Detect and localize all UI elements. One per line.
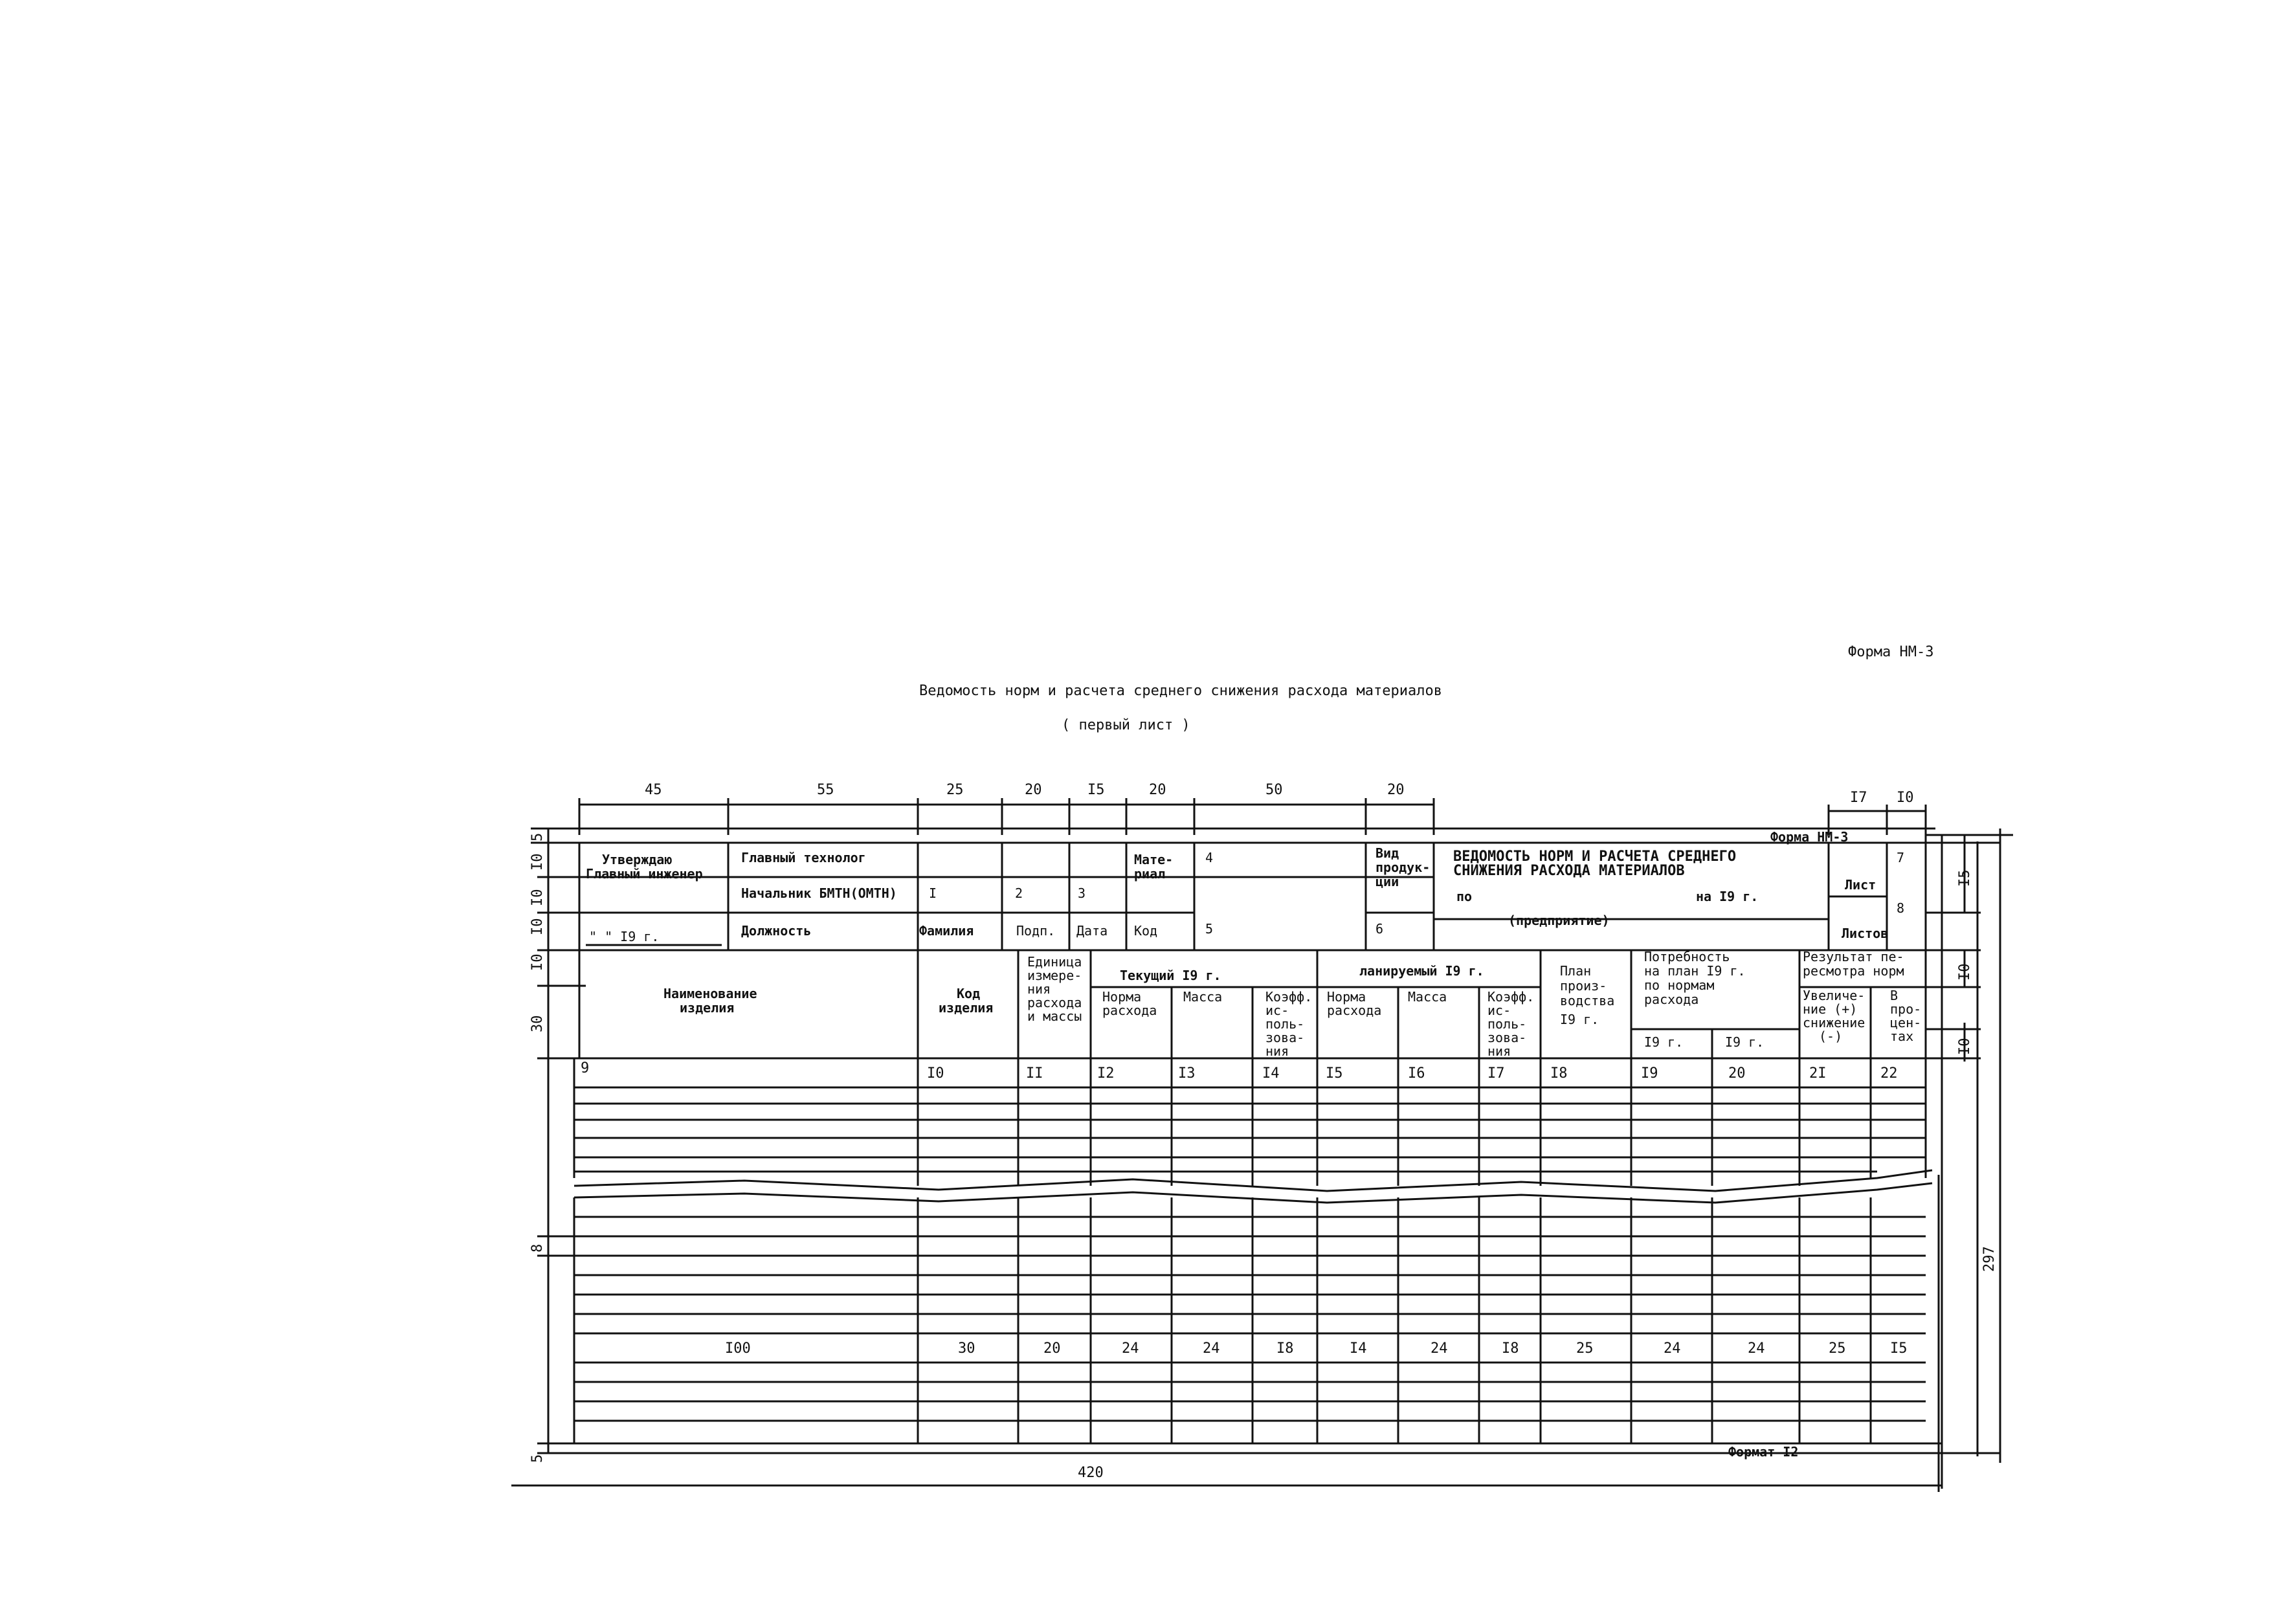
- surname-label: Фамилия: [919, 923, 974, 939]
- dim-bottom-8: 24: [1431, 1340, 1448, 1357]
- sheet-label: Лист: [1845, 877, 1877, 893]
- product-kind-3: ции: [1375, 874, 1399, 889]
- field-2: 2: [1015, 885, 1023, 901]
- dim-bottom-4: 24: [1122, 1340, 1139, 1357]
- col-need-year2: I9 г.: [1725, 1034, 1765, 1050]
- page-title: Ведомость норм и расчета среднего снижения расхода материалов: [919, 683, 1442, 699]
- col-number-22: 22: [1880, 1065, 1898, 1082]
- dim-top-6: 20: [1149, 782, 1166, 798]
- field-1: I: [929, 885, 937, 901]
- field-4: 4: [1205, 850, 1214, 865]
- col-coef-3b: поль-: [1487, 1016, 1527, 1032]
- dim-bottom-13: 25: [1829, 1340, 1846, 1357]
- col-pct-1: В: [1890, 988, 1899, 1003]
- col-unit-5: и массы: [1027, 1008, 1082, 1024]
- doc-title-1: ВЕДОМОСТЬ НОРМ И РАСЧЕТА СРЕДНЕГО: [1453, 849, 1737, 865]
- dim-bottom-2: 30: [958, 1340, 975, 1357]
- doc-po: по: [1456, 889, 1473, 904]
- col-plan-1: План: [1560, 963, 1592, 979]
- field-3: 3: [1078, 885, 1086, 901]
- dim-top-8: 20: [1387, 782, 1405, 798]
- col-need-4: расхода: [1644, 992, 1699, 1007]
- doc-enterprise: (предприятие): [1508, 913, 1610, 928]
- dim-bottom-9: I8: [1502, 1340, 1519, 1357]
- dim-bottom-11: 24: [1664, 1340, 1681, 1357]
- col-code-1: Код: [957, 986, 981, 1001]
- col-coef-5b: ния: [1487, 1043, 1511, 1059]
- doc-title-2: СНИЖЕНИЯ РАСХОДА МАТЕРИАЛОВ: [1453, 863, 1685, 879]
- signature-label: Подп.: [1016, 923, 1056, 939]
- dim-left-6: 30: [529, 1015, 546, 1032]
- dim-top-5: I5: [1087, 782, 1105, 798]
- product-kind-1: Вид: [1375, 845, 1399, 861]
- dim-right-1: I5: [1957, 869, 1973, 887]
- col-norm-2a: расхода: [1102, 1003, 1157, 1018]
- chief-technologist: Главный технолог: [741, 850, 866, 865]
- col-name-1: Наименование: [663, 986, 757, 1001]
- col-planned: ланируемый I9 г.: [1359, 963, 1484, 979]
- col-number-13: I3: [1178, 1065, 1196, 1082]
- col-plan-3: водства: [1560, 993, 1615, 1008]
- col-number-10: I0: [927, 1065, 944, 1082]
- field-6: 6: [1375, 921, 1384, 937]
- field-8: 8: [1897, 900, 1905, 916]
- col-norm-2b: расхода: [1327, 1003, 1382, 1018]
- dim-right-3: I0: [1957, 1038, 1973, 1055]
- col-coef-1a: Коэфф.: [1265, 989, 1313, 1005]
- col-pct-2: про-: [1890, 1001, 1922, 1017]
- col-number-11: II: [1026, 1065, 1043, 1082]
- dim-bottom-5: 24: [1203, 1340, 1220, 1357]
- dim-bottom-12: 24: [1748, 1340, 1765, 1357]
- product-kind-2: продук-: [1375, 860, 1431, 875]
- col-number-20: 20: [1728, 1065, 1746, 1082]
- col-mass-a: Масса: [1183, 989, 1223, 1005]
- col-number-21: 2I: [1809, 1065, 1827, 1082]
- col-need-2: на план I9 г.: [1644, 963, 1746, 979]
- dim-bottom-1: I00: [725, 1340, 751, 1357]
- col-coef-5a: ния: [1265, 1043, 1289, 1059]
- dim-left-2: I0: [529, 853, 546, 871]
- dim-top-1: 45: [645, 782, 662, 798]
- col-result-2: ресмотра норм: [1803, 963, 1904, 979]
- field-7: 7: [1897, 850, 1905, 865]
- col-incr-4: (-): [1819, 1029, 1843, 1044]
- col-name-2: изделия: [680, 1000, 735, 1016]
- col-coef-4b: зова-: [1487, 1030, 1527, 1045]
- col-incr-1: Увеличе-: [1803, 988, 1865, 1003]
- dim-top-2: 55: [817, 782, 834, 798]
- format-label: Формат I2: [1728, 1444, 1799, 1460]
- dim-top-7: 50: [1265, 782, 1283, 798]
- col-code-2: изделия: [939, 1000, 994, 1016]
- form-label-inner: Форма НМ-3: [1770, 829, 1849, 845]
- dim-left-7: 8: [529, 1243, 546, 1252]
- col-number-19: I9: [1641, 1065, 1658, 1082]
- col-pct-4: тах: [1890, 1029, 1914, 1044]
- col-plan-2: произ-: [1560, 978, 1607, 994]
- col-coef-2b: ис-: [1487, 1003, 1511, 1018]
- col-result-1: Результат пе-: [1803, 949, 1904, 964]
- col-pct-3: цен-: [1890, 1015, 1922, 1030]
- col-need-1: Потребность: [1644, 949, 1730, 964]
- dim-left-1: 5: [529, 832, 546, 841]
- material-label-2: риал: [1134, 866, 1166, 882]
- dim-top-9: I7: [1850, 790, 1867, 806]
- col-mass-b: Масса: [1408, 989, 1447, 1005]
- dim-top-10: I0: [1897, 790, 1914, 806]
- dim-right-4: 297: [1981, 1246, 1998, 1272]
- dim-bottom-14: I5: [1890, 1340, 1908, 1357]
- col-need-year1: I9 г.: [1644, 1034, 1684, 1050]
- position-label: Должность: [741, 923, 812, 939]
- col-unit-3: ния: [1027, 981, 1051, 997]
- col-coef-3a: поль-: [1265, 1016, 1305, 1032]
- col-need-3: по нормам: [1644, 977, 1715, 993]
- approve-line2: Главный инженер: [586, 866, 703, 882]
- col-norm-1a: Норма: [1102, 989, 1142, 1005]
- col-norm-1b: Норма: [1327, 989, 1366, 1005]
- col-current: Текущий I9 г.: [1120, 968, 1221, 983]
- dim-top-3: 25: [946, 782, 964, 798]
- col-unit-1: Единица: [1027, 954, 1082, 970]
- dim-bottom-3: 20: [1043, 1340, 1061, 1357]
- col-incr-2: ние (+): [1803, 1001, 1858, 1017]
- dim-left-8: 5: [529, 1454, 546, 1463]
- approve-line1: Утверждаю: [602, 852, 673, 867]
- col-number-15: I5: [1326, 1065, 1343, 1082]
- page-subtitle: ( первый лист ): [1062, 717, 1190, 733]
- col-coef-4a: зова-: [1265, 1030, 1305, 1045]
- col-number-16: I6: [1408, 1065, 1425, 1082]
- dim-bottom-7: I4: [1350, 1340, 1367, 1357]
- col-number-9: 9: [581, 1060, 590, 1076]
- col-coef-2a: ис-: [1265, 1003, 1289, 1018]
- col-plan-4: I9 г.: [1560, 1012, 1599, 1027]
- approve-date: " " I9 г.: [589, 929, 660, 944]
- form-label: Форма НМ-3: [1848, 644, 1934, 660]
- code-label: Код: [1134, 923, 1158, 939]
- dim-left-3: I0: [529, 889, 546, 906]
- sheets-label: Листов: [1842, 926, 1889, 941]
- col-coef-1b: Коэфф.: [1487, 989, 1535, 1005]
- col-incr-3: снижение: [1803, 1015, 1865, 1030]
- dim-left-5: I0: [529, 953, 546, 971]
- head-bmtn: Начальник БМТН(ОМТН): [741, 885, 897, 901]
- dim-bottom-6: I8: [1276, 1340, 1294, 1357]
- field-5: 5: [1205, 921, 1214, 937]
- col-number-12: I2: [1097, 1065, 1115, 1082]
- doc-na: на I9 г.: [1696, 889, 1759, 904]
- col-unit-4: расхода: [1027, 995, 1082, 1010]
- col-unit-2: измере-: [1027, 968, 1082, 983]
- material-label-1: Мате-: [1134, 852, 1174, 867]
- dim-right-2: I0: [1957, 963, 1973, 981]
- date-label: Дата: [1076, 923, 1108, 939]
- dim-top-4: 20: [1025, 782, 1042, 798]
- dim-left-4: I0: [529, 918, 546, 935]
- dim-bottom-10: 25: [1576, 1340, 1594, 1357]
- dim-bottom-total: 420: [1078, 1465, 1104, 1481]
- col-number-14: I4: [1262, 1065, 1280, 1082]
- col-number-17: I7: [1487, 1065, 1505, 1082]
- col-number-18: I8: [1550, 1065, 1568, 1082]
